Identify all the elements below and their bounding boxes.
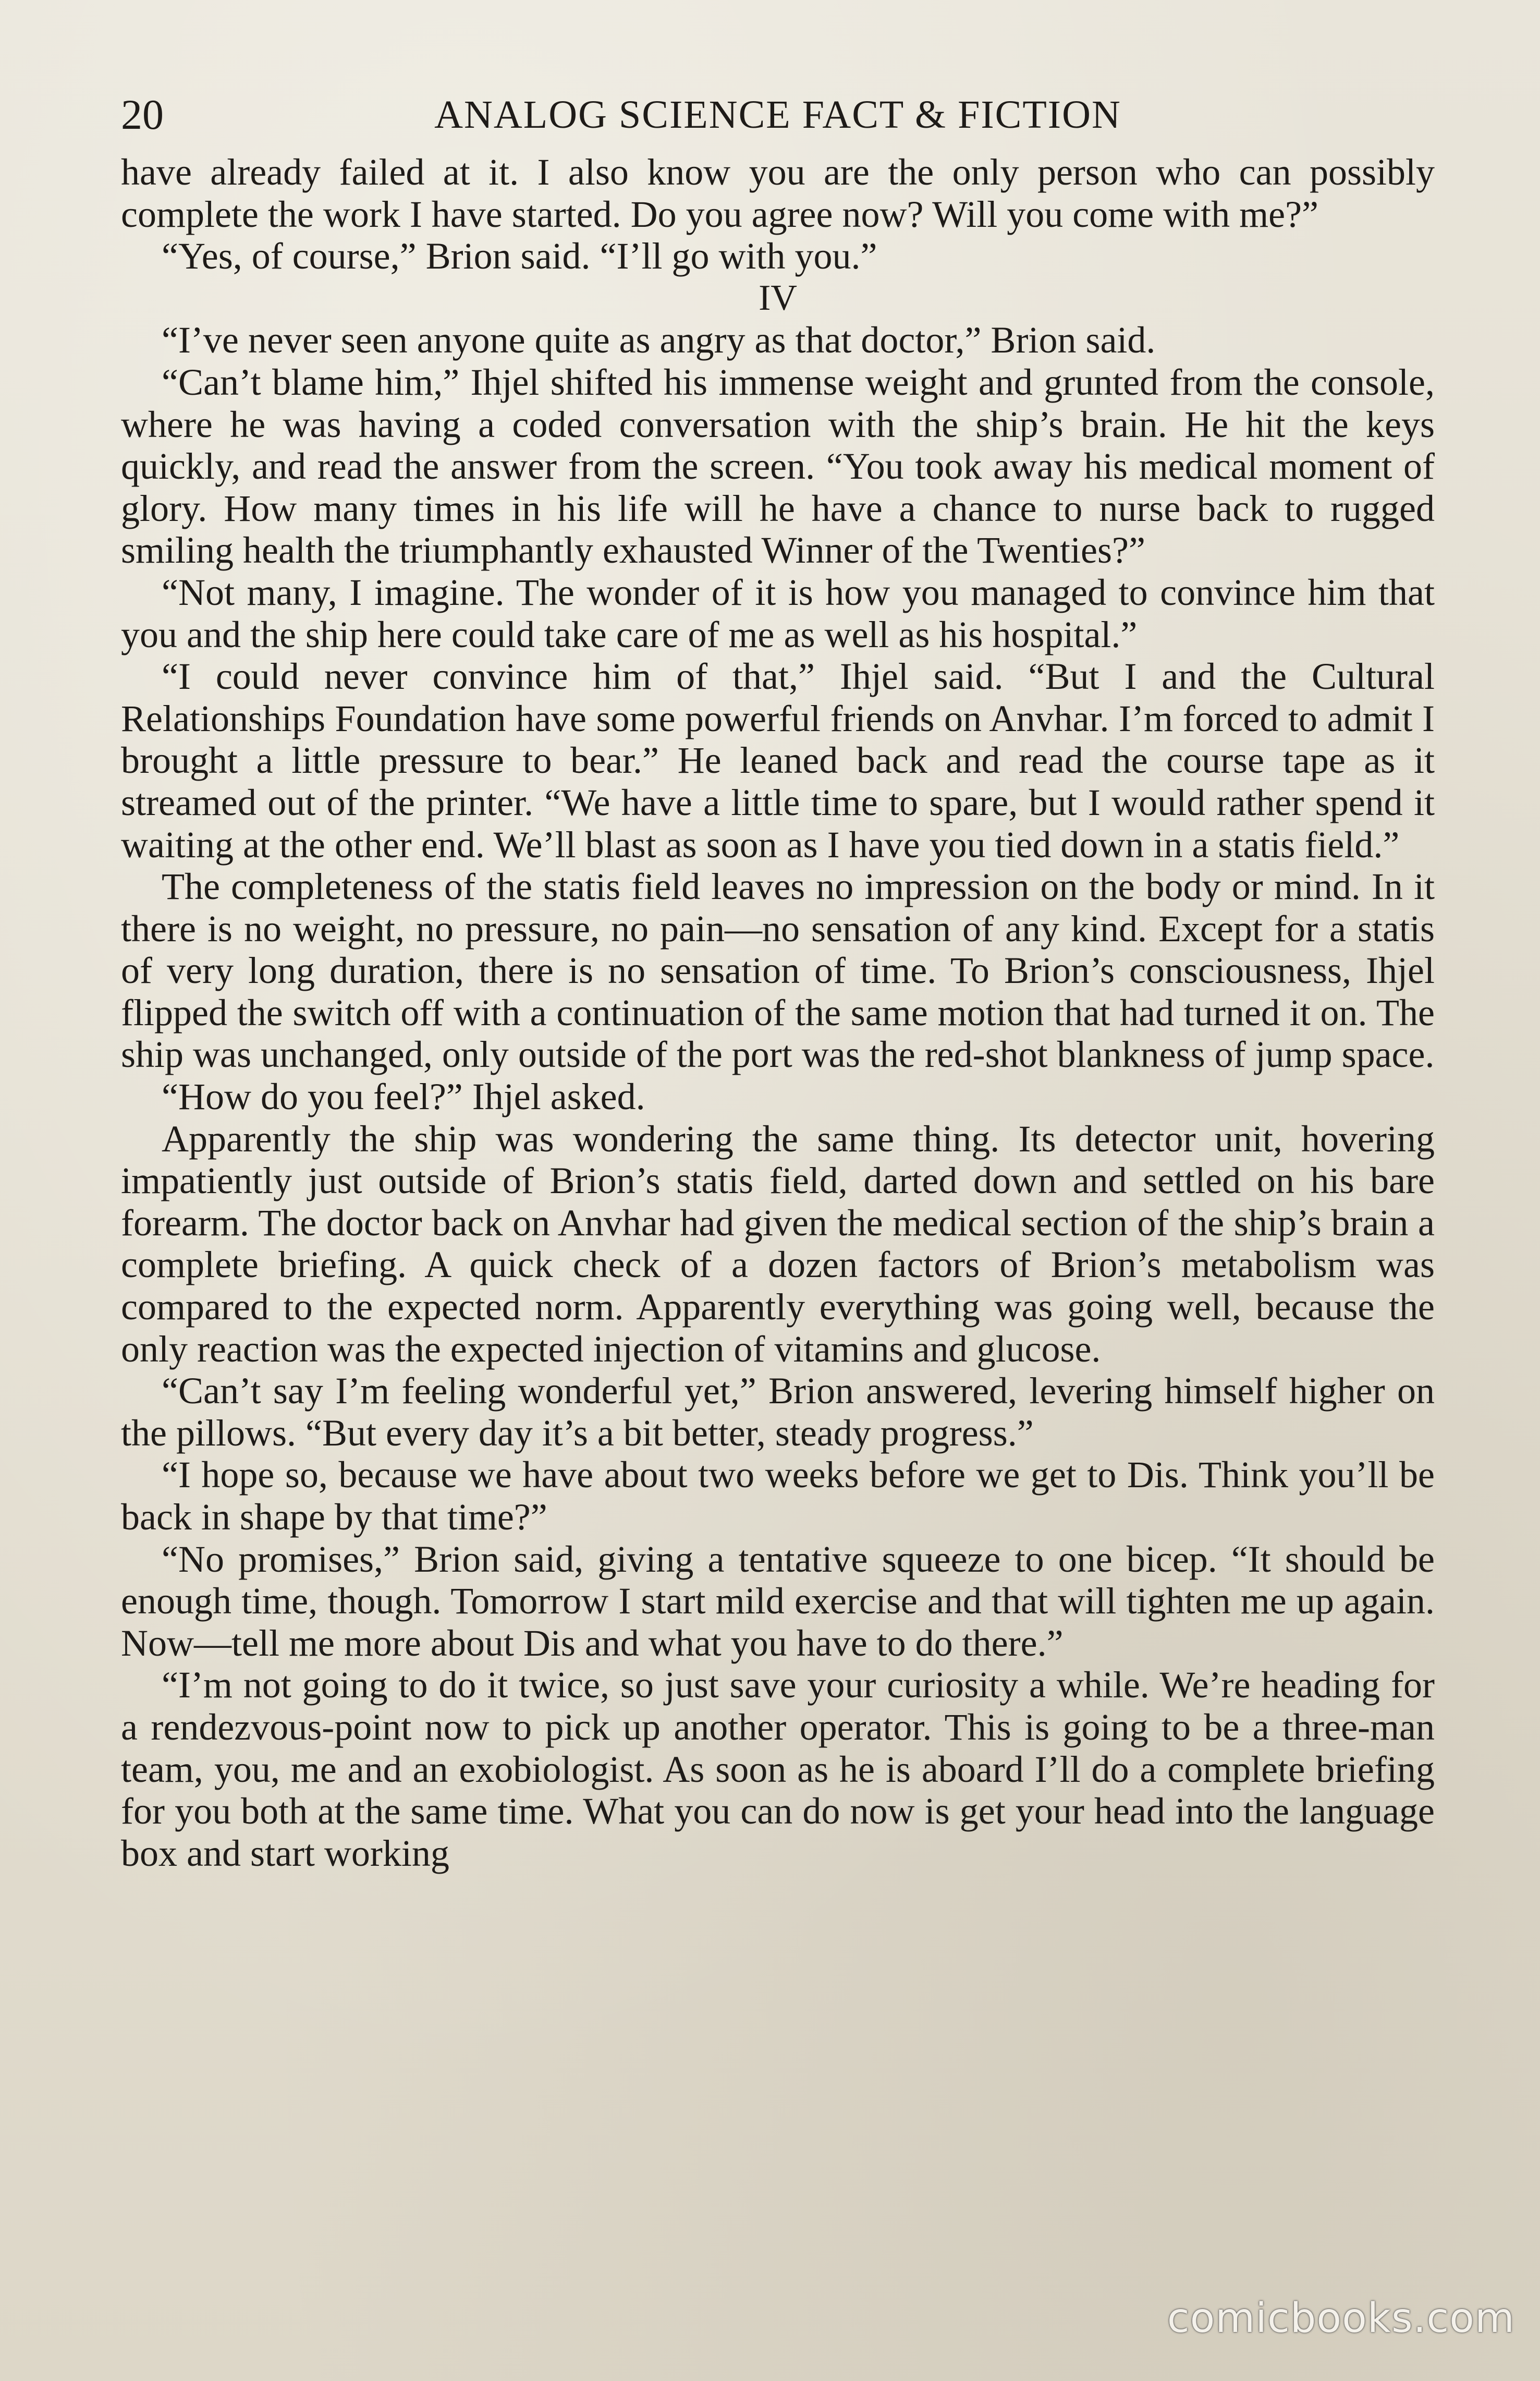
paragraph: “Not many, I imagine. The wonder of it is how you managed to convince him that you and the ship here could take care of me as well as his hospital.” [121,571,1435,655]
paragraph: Apparently the ship was wondering the same thing. Its detector unit, hovering impatiently just outside of Brion’s statis field, darted down and settled on his bare forearm. The doctor back on Anvhar had given the medical section of the ship’s brain a complete briefing. A quick check of a dozen factors of Brion’s metabolism was compared to the expected norm. Apparently everything was going well, because the only reaction was the expected injection of vitamins and glucose. [121,1117,1435,1370]
page-header [121,83,1435,146]
running-title: ANALOG SCIENCE FACT & FICTION [434,93,1121,137]
paragraph: The completeness of the statis field leaves no impression on the body or mind. In it there is no weight, no pressure, no pain—no sensation of any kind. Except for a statis of very long duration, there is no sensation of time. To Brion’s consciousness, Ihjel flipped the switch off with a continuation of the same motion that had turned it on. The ship was unchanged, only outside of the port was the red-shot blankness of jump space. [121,866,1435,1076]
paragraph: “Yes, of course,” Brion said. “I’ll go with you.” [162,235,877,277]
paragraph: “Can’t blame him,” Ihjel shifted his immense weight and grunted from the console, where he was having a coded conversation with the ship’s brain. He hit the keys quickly, and read the answer from the screen. “You took away his medical moment of glory. How many times in his life will he have a chance to nurse back to rugged smiling health the triumphantly exhausted Winner of the Twenties?” [121,361,1435,572]
paragraph: “I’ve never seen anyone quite as angry as that doctor,” Brion said. [162,319,1156,361]
page-number: 20 [121,91,164,138]
story-text [121,151,1435,1874]
paragraph: have already failed at it. I also know you are the only person who can possibly complete the work I have started. Do you agree now? Will you come with me?” [121,151,1435,235]
paragraph: “No promises,” Brion said, giving a tentative squeeze to one bicep. “It should be enough time, though. Tomorrow I start mild exercise and that will tighten me up again. Now—tell me more about Dis and what you have to do there.” [121,1538,1435,1664]
watermark: comicbooks.com [1167,2295,1515,2342]
paragraph: “How do you feel?” Ihjel asked. [162,1076,645,1118]
paragraph: “I’m not going to do it twice, so just save your curiosity a while. We’re heading for a rendezvous-point now to pick up another operator. This is going to be a three-man team, you, me and an exobiologist. As soon as he is aboard I’ll do a complete briefing for you both at the same time. What you can do now is get your head into the language box and start working [121,1664,1435,1874]
paragraph: “I could never convince him of that,” Ihjel said. “But I and the Cultural Relationships Foundation have some powerful friends on Anvhar. I’m forced to admit I brought a little pressure to bear.” He leaned back and read the course tape as it streamed out of the printer. “We have a little time to spare, but I would rather spend it waiting at the other end. We’ll blast as soon as I have you tied down in a statis field.” [121,655,1435,866]
paragraph: “I hope so, because we have about two weeks before we get to Dis. Think you’ll be back in shape by that time?” [121,1454,1435,1538]
chapter-heading: IV [759,277,797,318]
paragraph: “Can’t say I’m feeling wonderful yet,” Brion answered, levering himself higher on the pillows. “But every day it’s a bit better, steady progress.” [121,1370,1435,1454]
